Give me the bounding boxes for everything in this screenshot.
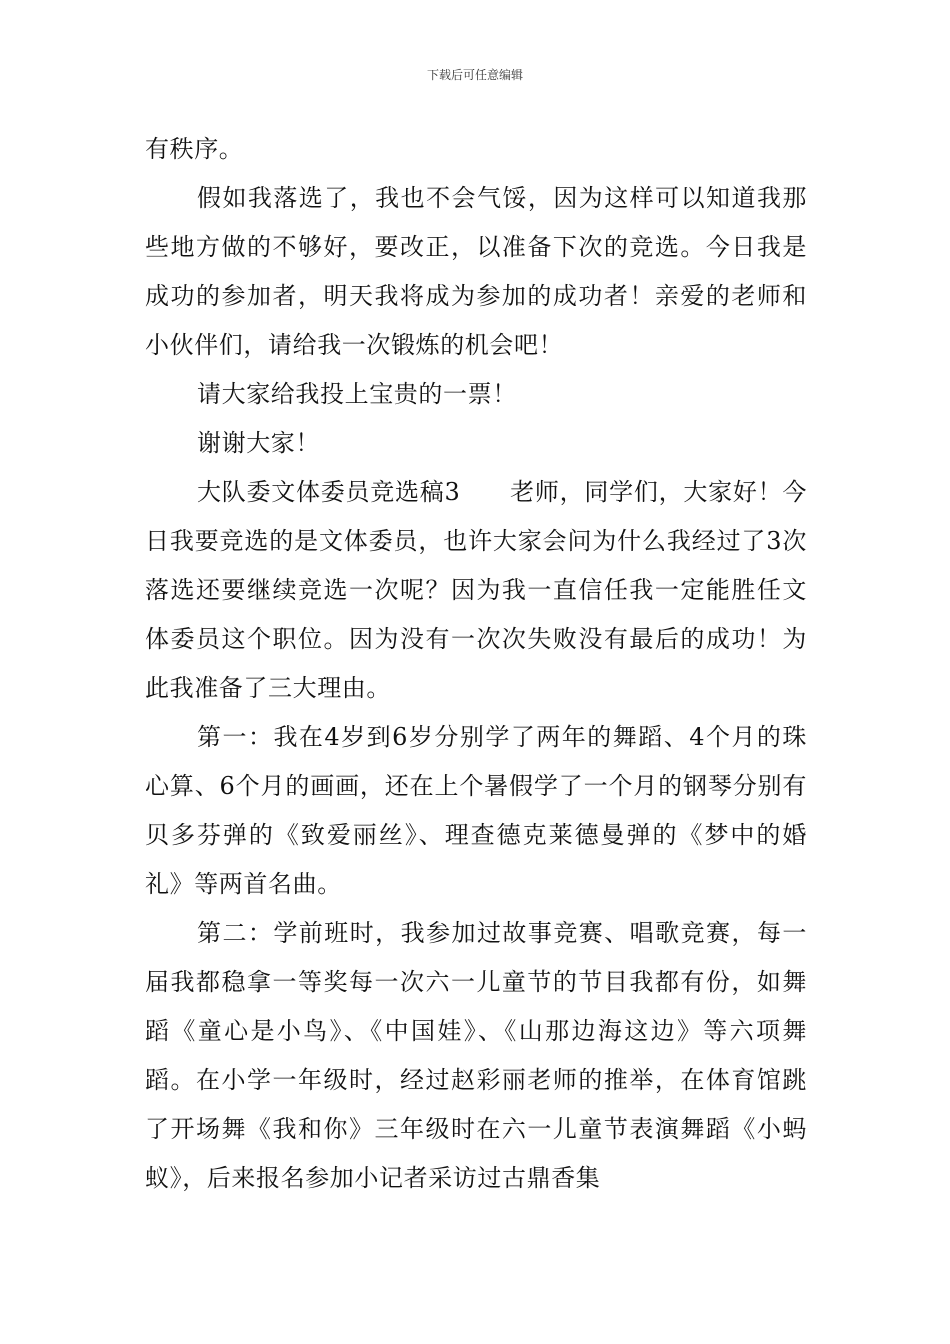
paragraph: 大队委文体委员竞选稿3 老师，同学们，大家好！今日我要竞选的是文体委员，也许大家会问为什么我经过了3次落选还要继续竞选一次呢？因为我一直信任我一定能胜任文体委员这个职位。因为没有一次次失败没有最后的成功！为此我准备了三大理由。 bbox=[145, 478, 807, 702]
paragraph: 第一：我在4岁到6岁分别学了两年的舞蹈、4个月的珠心算、6个月的画画，还在上个暑假学了一个月的钢琴分别有贝多芬弹的《致爱丽丝》、理查德克莱德曼弹的《梦中的婚礼》等两首名曲。 bbox=[145, 723, 807, 898]
paragraph: 第二：学前班时，我参加过故事竞赛、唱歌竞赛，每一届我都稳拿一等奖每一次六一儿童节的节目我都有份，如舞蹈《童心是小鸟》、《中国娃》、《山那边海这边》等六项舞蹈。在小学一年级时，经过赵彩丽老师的推举，在体育馆跳了开场舞《我和你》三年级时在六一儿童节表演舞蹈《小蚂蚁》，后来报名参加小记者采访过古鼎香集 bbox=[145, 919, 807, 1192]
paragraph: 请大家给我投上宝贵的一票！ bbox=[197, 380, 517, 408]
paragraph: 谢谢大家！ bbox=[197, 429, 320, 457]
paragraph: 假如我落选了，我也不会气馁，因为这样可以知道我那些地方做的不够好，要改正，以准备下次的竞选。今日我是成功的参加者，明天我将成为参加的成功者！亲爱的老师和小伙伴们，请给我一次锻炼的机会吧！ bbox=[145, 184, 807, 359]
paragraph: 有秩序。 bbox=[145, 135, 244, 163]
page-header: 下载后可任意编辑 bbox=[426, 68, 523, 82]
document-body bbox=[145, 125, 807, 1203]
